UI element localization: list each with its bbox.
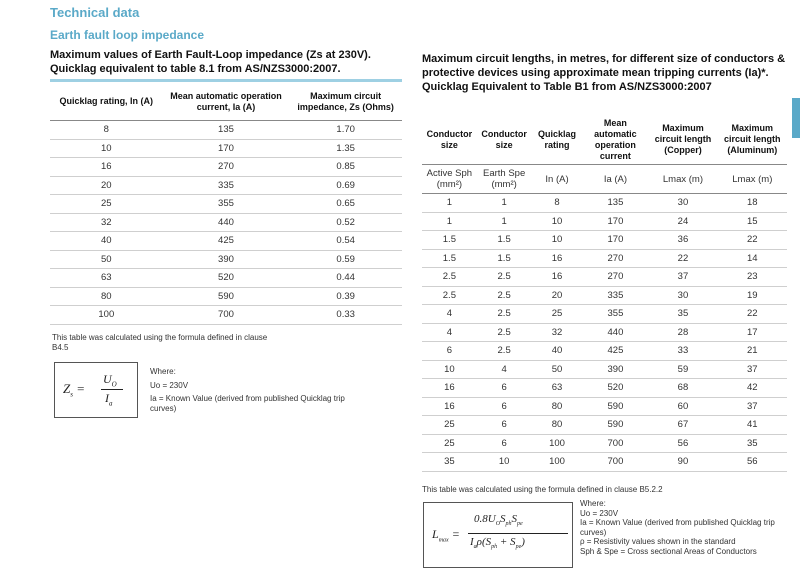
table-cell: 50 bbox=[50, 250, 163, 269]
formula-lhs: $Z_s$ = bbox=[63, 381, 85, 399]
table-cell: 0.85 bbox=[289, 158, 402, 177]
formula-denominator: $I_a$ bbox=[105, 391, 113, 408]
table-cell: 56 bbox=[718, 453, 787, 472]
table-row bbox=[50, 269, 402, 288]
table-cell: 390 bbox=[163, 250, 290, 269]
table-cell: 1 bbox=[477, 194, 532, 213]
right-where: Where: Uo = 230V Ia = Known Value (derived from published Quicklag trip curves) ρ = Resistivity values shown in the standard Sph & Spe = Cross sectional Areas of Conductors bbox=[580, 499, 775, 556]
unit-cell: Ia (A) bbox=[583, 165, 649, 194]
table-cell: 590 bbox=[583, 397, 649, 416]
table-cell: 56 bbox=[648, 434, 717, 453]
table-cell: 1.5 bbox=[422, 231, 477, 250]
unit-cell: Lmax (m) bbox=[648, 165, 717, 194]
table-cell: 1 bbox=[477, 212, 532, 231]
section-heading: Technical data bbox=[50, 5, 140, 20]
table-cell: 14 bbox=[718, 249, 787, 268]
col-header: Conductor size bbox=[422, 115, 477, 165]
table-cell: 6 bbox=[477, 397, 532, 416]
table-cell: 390 bbox=[583, 360, 649, 379]
table-cell: 30 bbox=[648, 194, 717, 213]
table-cell: 2.5 bbox=[477, 342, 532, 361]
table-cell: 425 bbox=[583, 342, 649, 361]
table-row bbox=[50, 232, 402, 251]
table-cell: 0.65 bbox=[289, 195, 402, 214]
col-header: Maximum circuit impedance, Zs (Ohms) bbox=[289, 83, 402, 121]
table-cell: 67 bbox=[648, 416, 717, 435]
formula-denominator: $I_a\rho(S_{ph} + S_{pe})$ bbox=[470, 536, 525, 551]
table-cell: 1 bbox=[422, 212, 477, 231]
table-cell: 21 bbox=[718, 342, 787, 361]
table-cell: 0.39 bbox=[289, 287, 402, 306]
table-cell: 32 bbox=[532, 323, 583, 342]
table-cell: 17 bbox=[718, 323, 787, 342]
formula-numerator: $0.8U_OS_{ph}S_{pe}$ bbox=[474, 513, 523, 528]
table-cell: 170 bbox=[583, 231, 649, 250]
unit-cell: Lmax (m) bbox=[718, 165, 787, 194]
table-cell: 37 bbox=[718, 397, 787, 416]
table-cell: 37 bbox=[718, 360, 787, 379]
table-cell: 0.59 bbox=[289, 250, 402, 269]
unit-cell: Active Sph (mm²) bbox=[422, 165, 477, 194]
table-cell: 2.5 bbox=[477, 286, 532, 305]
table-row bbox=[50, 139, 402, 158]
table-row bbox=[422, 268, 787, 287]
table-cell: 170 bbox=[583, 212, 649, 231]
col-header: Mean automatic operation current bbox=[583, 115, 649, 165]
table-row bbox=[422, 397, 787, 416]
unit-cell: Earth Spe (mm²) bbox=[477, 165, 532, 194]
table-cell: 1.70 bbox=[289, 121, 402, 140]
left-formula-box bbox=[54, 362, 138, 418]
right-formula-box bbox=[423, 502, 573, 568]
table-cell: 6 bbox=[477, 379, 532, 398]
table-cell: 35 bbox=[718, 434, 787, 453]
table-cell: 700 bbox=[583, 453, 649, 472]
right-table-title: Maximum circuit lengths, in metres, for different size of conductors & protective devices using approximate mean tripping currents (Ia)*. Quicklag Equivalent to Table B1 from AS/NZS3000:2007 bbox=[422, 53, 786, 93]
table-cell: 80 bbox=[532, 416, 583, 435]
table-cell: 1.5 bbox=[477, 249, 532, 268]
table-cell: 20 bbox=[532, 286, 583, 305]
table-cell: 1.35 bbox=[289, 139, 402, 158]
col-header: Conductor size bbox=[477, 115, 532, 165]
table-cell: 90 bbox=[648, 453, 717, 472]
table-cell: 270 bbox=[583, 249, 649, 268]
table-cell: 25 bbox=[422, 416, 477, 435]
table-cell: 6 bbox=[422, 342, 477, 361]
table-cell: 6 bbox=[477, 416, 532, 435]
table-cell: 335 bbox=[163, 176, 290, 195]
table-cell: 0.69 bbox=[289, 176, 402, 195]
table-cell: 33 bbox=[648, 342, 717, 361]
fraction-bar bbox=[468, 533, 568, 534]
table-cell: 22 bbox=[648, 249, 717, 268]
table-cell: 22 bbox=[718, 231, 787, 250]
left-where: Where: Uo = 230V Ia = Known Value (derived from published Quicklag trip curves) bbox=[150, 367, 345, 413]
table-cell: 355 bbox=[583, 305, 649, 324]
col-header: Quicklag rating bbox=[532, 115, 583, 165]
table-cell: 60 bbox=[648, 397, 717, 416]
table-cell: 23 bbox=[718, 268, 787, 287]
table-cell: 100 bbox=[532, 453, 583, 472]
table-cell: 2.5 bbox=[477, 305, 532, 324]
table-cell: 18 bbox=[718, 194, 787, 213]
table-cell: 30 bbox=[648, 286, 717, 305]
table-cell: 170 bbox=[163, 139, 290, 158]
table-cell: 63 bbox=[532, 379, 583, 398]
table-cell: 440 bbox=[583, 323, 649, 342]
table-cell: 63 bbox=[50, 269, 163, 288]
table-cell: 520 bbox=[583, 379, 649, 398]
table-row bbox=[422, 231, 787, 250]
table-cell: 10 bbox=[422, 360, 477, 379]
table-cell: 16 bbox=[532, 249, 583, 268]
table-cell: 19 bbox=[718, 286, 787, 305]
table-cell: 68 bbox=[648, 379, 717, 398]
table-cell: 270 bbox=[583, 268, 649, 287]
table-row bbox=[422, 453, 787, 472]
table-cell: 100 bbox=[50, 306, 163, 325]
table-cell: 8 bbox=[532, 194, 583, 213]
table-cell: 270 bbox=[163, 158, 290, 177]
table-cell: 0.44 bbox=[289, 269, 402, 288]
table-cell: 135 bbox=[583, 194, 649, 213]
table-cell: 100 bbox=[532, 434, 583, 453]
col-header: Quicklag rating, In (A) bbox=[50, 83, 163, 121]
table-row bbox=[422, 379, 787, 398]
table-cell: 590 bbox=[583, 416, 649, 435]
table-row bbox=[50, 176, 402, 195]
table-cell: 2.5 bbox=[422, 286, 477, 305]
table-cell: 20 bbox=[50, 176, 163, 195]
table-cell: 425 bbox=[163, 232, 290, 251]
table-cell: 1.5 bbox=[477, 231, 532, 250]
table-row bbox=[422, 305, 787, 324]
formula-numerator: $U_O$ bbox=[103, 372, 117, 389]
table-cell: 40 bbox=[50, 232, 163, 251]
table-cell: 10 bbox=[50, 139, 163, 158]
page-subtitle: Earth fault loop impedance bbox=[50, 28, 205, 42]
table-cell: 25 bbox=[532, 305, 583, 324]
table-cell: 135 bbox=[163, 121, 290, 140]
table-cell: 36 bbox=[648, 231, 717, 250]
table-cell: 0.52 bbox=[289, 213, 402, 232]
left-title-rule bbox=[50, 79, 402, 82]
table-cell: 590 bbox=[163, 287, 290, 306]
table-cell: 40 bbox=[532, 342, 583, 361]
col-header: Maximum circuit length (Copper) bbox=[648, 115, 717, 165]
table-cell: 4 bbox=[477, 360, 532, 379]
table-cell: 42 bbox=[718, 379, 787, 398]
table-row bbox=[50, 250, 402, 269]
table-cell: 16 bbox=[532, 268, 583, 287]
table-cell: 35 bbox=[648, 305, 717, 324]
table-cell: 10 bbox=[532, 231, 583, 250]
table-cell: 440 bbox=[163, 213, 290, 232]
table-cell: 37 bbox=[648, 268, 717, 287]
table-row bbox=[422, 194, 787, 213]
table-cell: 25 bbox=[422, 434, 477, 453]
table-row bbox=[422, 212, 787, 231]
table-cell: 700 bbox=[583, 434, 649, 453]
table-cell: 16 bbox=[422, 397, 477, 416]
table-cell: 32 bbox=[50, 213, 163, 232]
unit-cell: In (A) bbox=[532, 165, 583, 194]
table-row bbox=[50, 158, 402, 177]
left-table-title: Maximum values of Earth Fault-Loop impedance (Zs at 230V). Quicklag equivalent to table 8.1 from AS/NZS3000:2007. bbox=[50, 49, 371, 75]
table-cell: 22 bbox=[718, 305, 787, 324]
table-cell: 1.5 bbox=[422, 249, 477, 268]
table-cell: 16 bbox=[50, 158, 163, 177]
impedance-table bbox=[50, 83, 402, 325]
table-row bbox=[50, 195, 402, 214]
table-cell: 80 bbox=[532, 397, 583, 416]
table-cell: 355 bbox=[163, 195, 290, 214]
table-cell: 80 bbox=[50, 287, 163, 306]
edge-accent-bar bbox=[792, 98, 800, 138]
table-cell: 28 bbox=[648, 323, 717, 342]
table-row bbox=[422, 342, 787, 361]
table-cell: 25 bbox=[50, 195, 163, 214]
col-header: Mean automatic operation current, Ia (A) bbox=[163, 83, 290, 121]
table-cell: 35 bbox=[422, 453, 477, 472]
circuit-length-table bbox=[422, 115, 787, 472]
table-cell: 16 bbox=[422, 379, 477, 398]
table-row bbox=[50, 306, 402, 325]
table-cell: 50 bbox=[532, 360, 583, 379]
table-cell: 2.5 bbox=[422, 268, 477, 287]
table-cell: 700 bbox=[163, 306, 290, 325]
table-row bbox=[422, 286, 787, 305]
table-row bbox=[50, 213, 402, 232]
col-header: Maximum circuit length (Aluminum) bbox=[718, 115, 787, 165]
table-row bbox=[422, 416, 787, 435]
table-cell: 8 bbox=[50, 121, 163, 140]
table-cell: 335 bbox=[583, 286, 649, 305]
formula-lhs: $L_{max}$ = bbox=[432, 527, 460, 544]
table-cell: 24 bbox=[648, 212, 717, 231]
table-row bbox=[50, 287, 402, 306]
table-row bbox=[50, 121, 402, 140]
table-cell: 0.33 bbox=[289, 306, 402, 325]
table-row bbox=[422, 434, 787, 453]
table-row bbox=[422, 360, 787, 379]
table-cell: 1 bbox=[422, 194, 477, 213]
table-cell: 2.5 bbox=[477, 268, 532, 287]
table-cell: 520 bbox=[163, 269, 290, 288]
table-cell: 59 bbox=[648, 360, 717, 379]
left-note: This table was calculated using the formula defined in clause B4.5 bbox=[52, 333, 268, 352]
table-cell: 10 bbox=[477, 453, 532, 472]
table-cell: 0.54 bbox=[289, 232, 402, 251]
right-note: This table was calculated using the formula defined in clause B5.2.2 bbox=[422, 485, 663, 494]
table-cell: 2.5 bbox=[477, 323, 532, 342]
table-cell: 6 bbox=[477, 434, 532, 453]
fraction-bar bbox=[101, 389, 123, 390]
table-cell: 4 bbox=[422, 323, 477, 342]
table-cell: 4 bbox=[422, 305, 477, 324]
table-cell: 15 bbox=[718, 212, 787, 231]
table-cell: 41 bbox=[718, 416, 787, 435]
table-row bbox=[422, 323, 787, 342]
table-cell: 10 bbox=[532, 212, 583, 231]
table-row bbox=[422, 249, 787, 268]
